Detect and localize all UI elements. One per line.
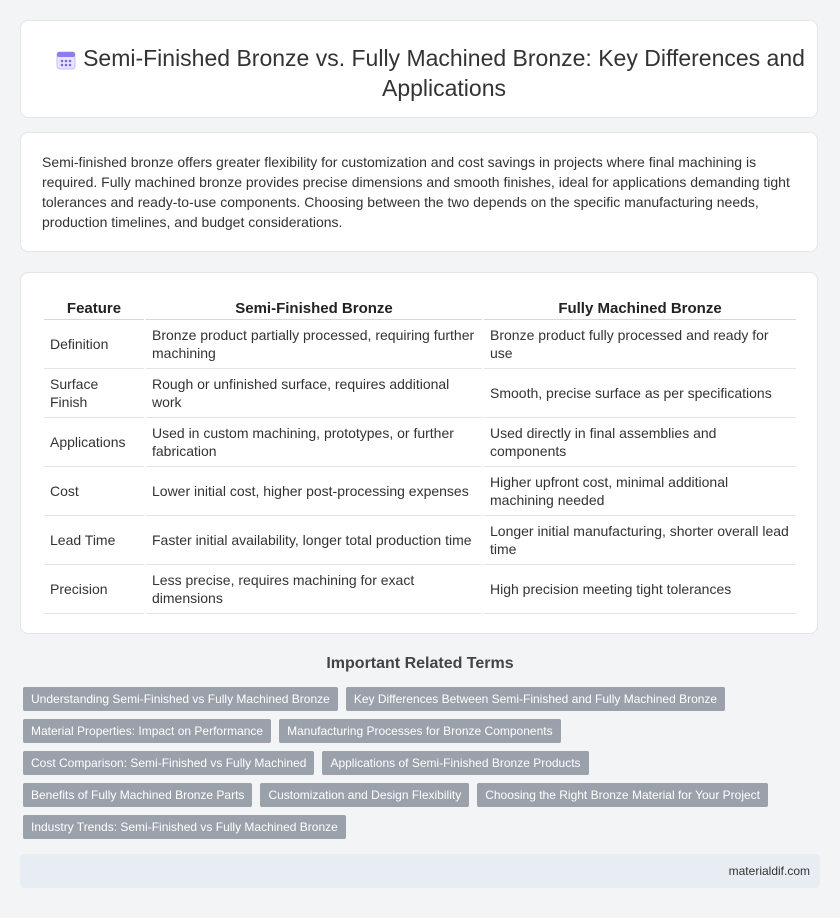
column-header-feature: Feature [44, 295, 144, 320]
related-terms-list [23, 687, 823, 839]
fully-machined-cell: Longer initial manufacturing, shorter overall lead time [484, 516, 796, 565]
related-term-tag[interactable]: Benefits of Fully Machined Bronze Parts [23, 783, 252, 807]
related-term-tag[interactable]: Customization and Design Flexibility [260, 783, 469, 807]
related-term-tag[interactable]: Understanding Semi-Finished vs Fully Machined Bronze [23, 687, 338, 711]
feature-cell: Lead Time [44, 516, 144, 565]
related-term-tag[interactable]: Applications of Semi-Finished Bronze Products [322, 751, 588, 775]
comparison-table [42, 295, 798, 614]
column-header-semi-finished: Semi-Finished Bronze [146, 295, 482, 320]
related-term-tag[interactable]: Cost Comparison: Semi-Finished vs Fully Machined [23, 751, 314, 775]
calendar-grid-icon [55, 49, 77, 71]
fully-machined-cell: High precision meeting tight tolerances [484, 565, 796, 614]
table-header-row [44, 295, 796, 320]
semi-finished-cell: Less precise, requires machining for exact dimensions [146, 565, 482, 614]
table-row [44, 369, 796, 418]
fully-machined-cell: Higher upfront cost, minimal additional machining needed [484, 467, 796, 516]
feature-cell: Definition [44, 320, 144, 369]
table-row [44, 320, 796, 369]
semi-finished-cell: Used in custom machining, prototypes, or further fabrication [146, 418, 482, 467]
fully-machined-cell: Bronze product fully processed and ready for use [484, 320, 796, 369]
intro-paragraph: Semi-finished bronze offers greater flexibility for customization and cost savings in projects where final machining is required. Fully machined bronze provides precise dimensions and smooth finishes, ideal for applications demanding tight tolerances and ready-to-use components. Choosing between the two depends on the specific manufacturing needs, production timelines, and budget considerations. [42, 154, 790, 230]
feature-cell: Surface Finish [44, 369, 144, 418]
table-row [44, 516, 796, 565]
related-term-tag[interactable]: Manufacturing Processes for Bronze Components [279, 719, 560, 743]
page-title: Semi-Finished Bronze vs. Fully Machined Bronze: Key Differences and Applications [83, 45, 805, 101]
footer [20, 854, 820, 888]
semi-finished-cell: Faster initial availability, longer total production time [146, 516, 482, 565]
related-term-tag[interactable]: Industry Trends: Semi-Finished vs Fully Machined Bronze [23, 815, 346, 839]
table-row [44, 467, 796, 516]
semi-finished-cell: Lower initial cost, higher post-processing expenses [146, 467, 482, 516]
table-row [44, 565, 796, 614]
intro-card [20, 132, 818, 252]
semi-finished-cell: Rough or unfinished surface, requires additional work [146, 369, 482, 418]
related-term-tag[interactable]: Choosing the Right Bronze Material for Your Project [477, 783, 768, 807]
fully-machined-cell: Used directly in final assemblies and components [484, 418, 796, 467]
fully-machined-cell: Smooth, precise surface as per specifications [484, 369, 796, 418]
footer-site-link[interactable]: materialdif.com [728, 864, 810, 878]
feature-cell: Cost [44, 467, 144, 516]
column-header-fully-machined: Fully Machined Bronze [484, 295, 796, 320]
related-terms-heading: Important Related Terms [326, 655, 514, 672]
related-term-tag[interactable]: Material Properties: Impact on Performance [23, 719, 271, 743]
related-term-tag[interactable]: Key Differences Between Semi-Finished and Fully Machined Bronze [346, 687, 725, 711]
comparison-table-card [20, 272, 818, 634]
feature-cell: Applications [44, 418, 144, 467]
title-card [20, 20, 818, 118]
feature-cell: Precision [44, 565, 144, 614]
semi-finished-cell: Bronze product partially processed, requiring further machining [146, 320, 482, 369]
table-row [44, 418, 796, 467]
